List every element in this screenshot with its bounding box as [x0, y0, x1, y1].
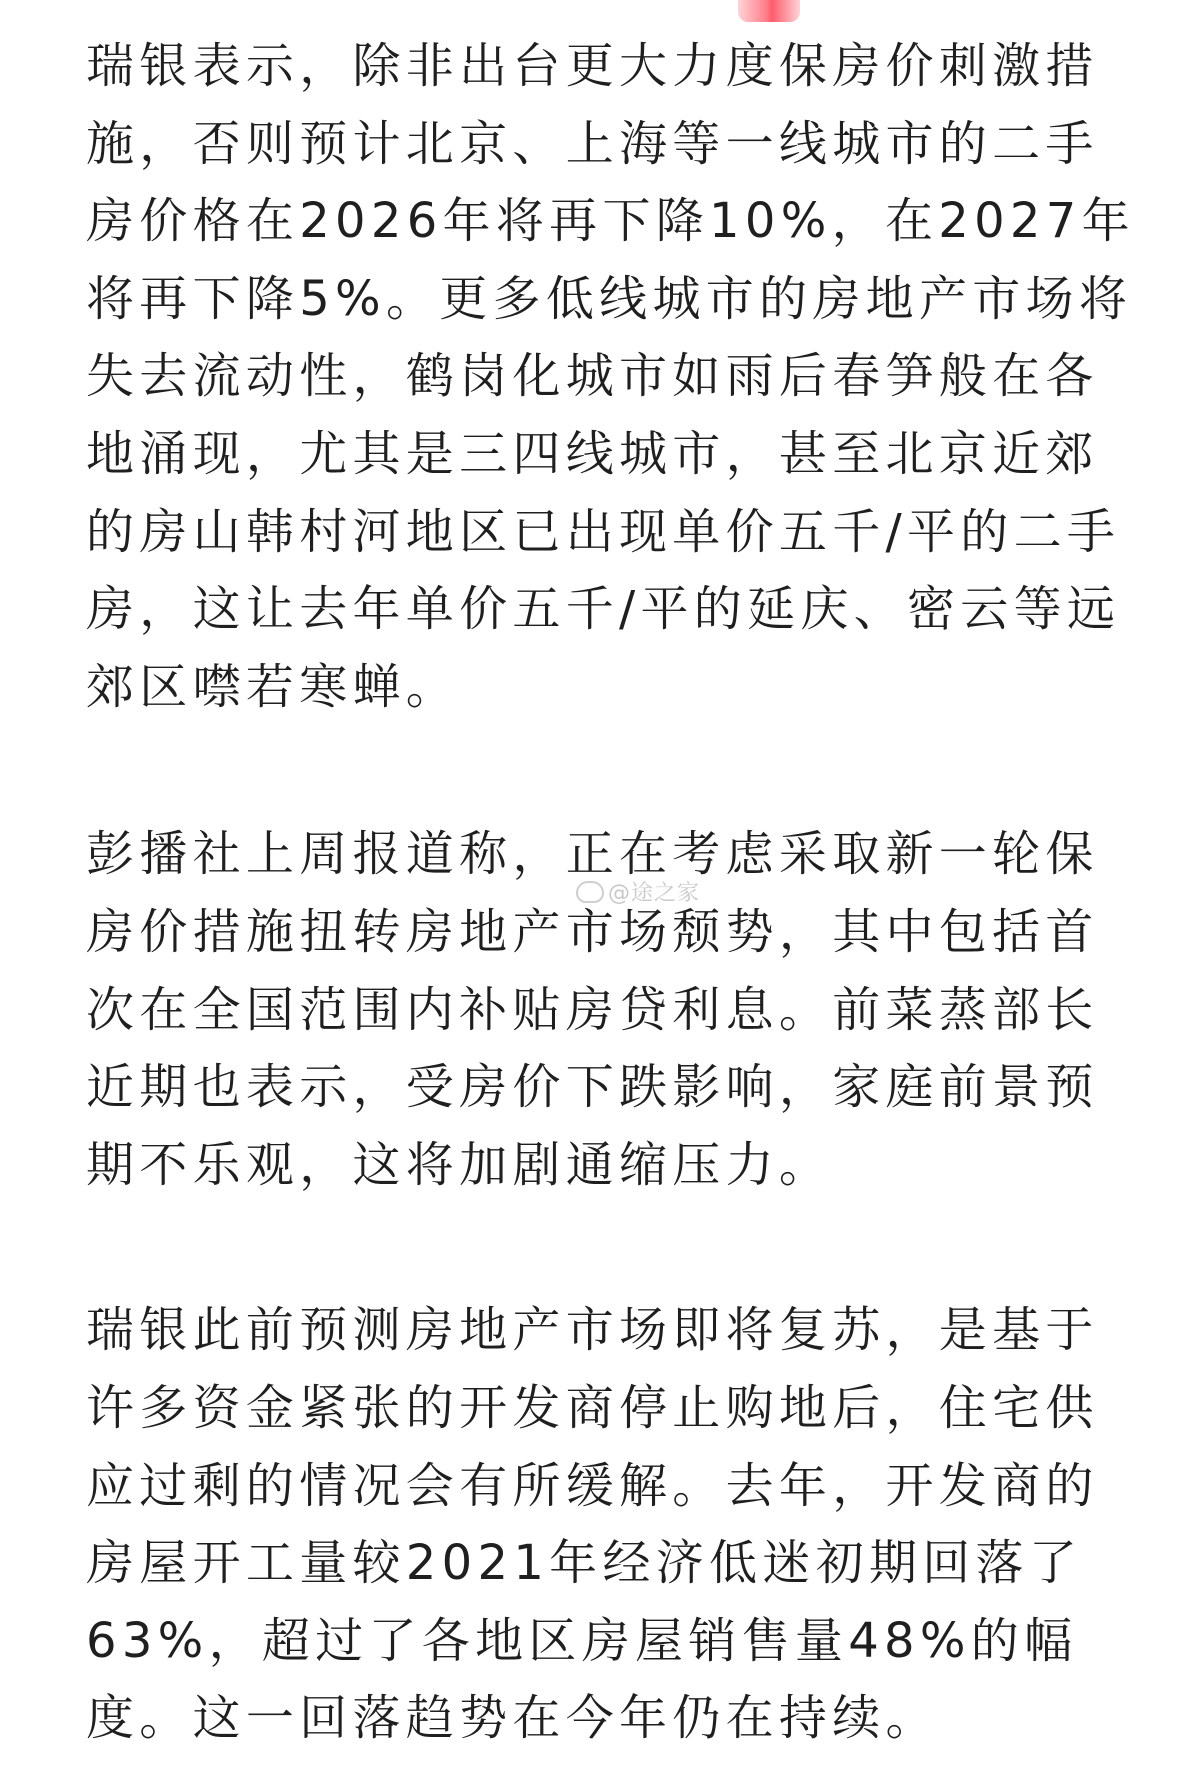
paragraph-line: 近期也表示，受房价下跌影响，家庭前景预 — [86, 1059, 1099, 1116]
paragraph-line: 彭播社上周报道称，正在考虑采取新一轮保 — [86, 826, 1099, 883]
paragraph-line: 郊区噤若寒蝉。 — [86, 658, 460, 715]
paragraph-line: 房价格在2026年将再下降10%，在2027年 — [86, 193, 1135, 250]
paragraph-3 — [86, 1292, 1099, 1758]
paragraph-line: 63%，超过了各地区房屋销售量48%的幅 — [86, 1612, 1078, 1669]
paragraph-line: 地涌现，尤其是三四线城市，甚至北京近郊 — [86, 425, 1099, 482]
paragraph-line: 许多资金紧张的开发商停止购地后，住宅供 — [86, 1379, 1099, 1436]
paragraph-spacer — [86, 1204, 1096, 1292]
paragraph-line: 房价措施扭转房地产市场颓势，其中包括首 — [86, 903, 1099, 960]
paragraph-line: 应过剩的情况会有所缓解。去年，开发商的 — [86, 1457, 1099, 1514]
paragraph-2 — [86, 816, 1099, 1204]
paragraph-line: 房，这让去年单价五千/平的延庆、密云等远 — [86, 581, 1121, 638]
paragraph-line: 房屋开工量较2021年经济低迷初期回落了 — [86, 1535, 1083, 1592]
paragraph-line: 次在全国范围内补贴房贷利息。前菜蒸部长 — [86, 981, 1099, 1038]
weibo-icon — [576, 881, 604, 903]
watermark — [576, 876, 700, 907]
paragraph-spacer — [86, 726, 1096, 816]
paragraph-line: 失去流动性，鹤岗化城市如雨后春笋般在各 — [86, 348, 1099, 405]
paragraph-line: 的房山韩村河地区已出现单价五千/平的二手 — [86, 503, 1121, 560]
top-red-mark — [738, 0, 800, 22]
paragraph-line: 期不乐观，这将加剧通缩压力。 — [86, 1136, 833, 1193]
paragraph-line: 将再下降5%。更多低线城市的房地产市场将 — [86, 270, 1133, 327]
paragraph-line: 度。这一回落趋势在今年仍在持续。 — [86, 1690, 939, 1747]
paragraph-line: 瑞银此前预测房地产市场即将复苏，是基于 — [86, 1302, 1099, 1359]
paragraph-1 — [86, 28, 1135, 726]
paragraph-line: 瑞银表示，除非出台更大力度保房价刺激措 — [86, 38, 1099, 94]
paragraph-line: 施，否则预计北京、上海等一线城市的二手 — [86, 115, 1099, 172]
watermark-text: @途之家 — [608, 881, 701, 906]
